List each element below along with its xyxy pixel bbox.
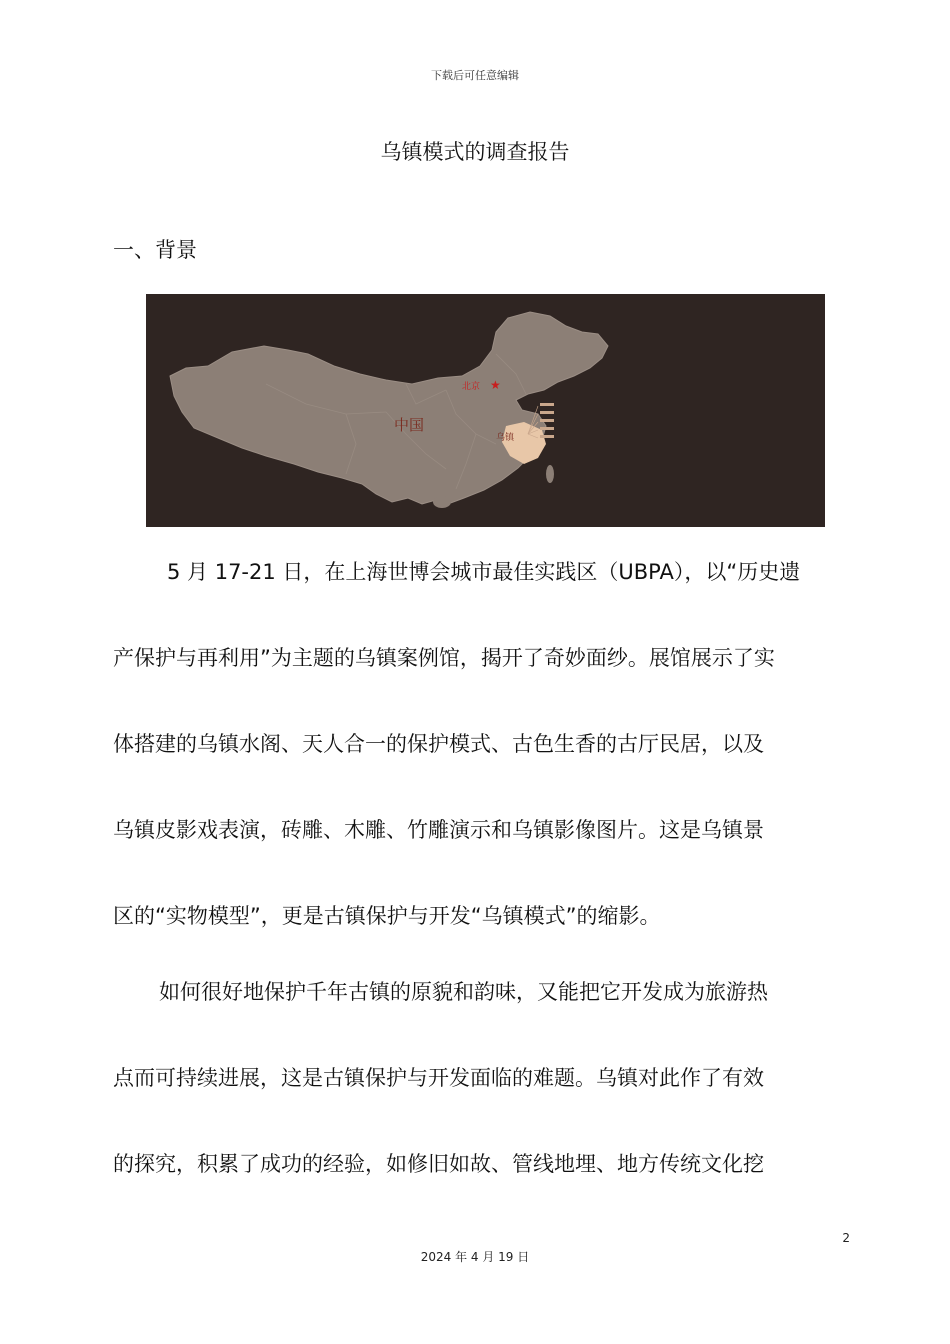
paragraph-line: 乌镇皮影戏表演，砖雕、木雕、竹雕演示和乌镇影像图片。这是乌镇景 <box>113 818 764 842</box>
town-label: 乌镇 <box>496 433 515 443</box>
document-title: 乌镇模式的调查报告 <box>380 140 570 164</box>
header-note: 下载后可任意编辑 <box>431 69 519 82</box>
paragraph-line: 5 月 17-21 日，在上海世博会城市最佳实践区（UBPA），以“历史遗 <box>167 560 801 584</box>
paragraph-line: 体搭建的乌镇水阁、天人合一的保护模式、古色生香的古厅民居，以及 <box>113 732 764 756</box>
taiwan-island <box>546 465 554 483</box>
paragraph-line: 点而可持续进展，这是古镇保护与开发面临的难题。乌镇对此作了有效 <box>113 1066 764 1090</box>
paragraph-line: 区的“实物模型”，更是古镇保护与开发“乌镇模式”的缩影。 <box>113 904 661 928</box>
capital-label: 北京 <box>462 382 481 392</box>
capital-star-icon: ★ <box>490 378 501 392</box>
paragraph-line: 如何很好地保护千年古镇的原貌和韵味，又能把它开发成为旅游热 <box>159 980 768 1004</box>
country-label: 中国 <box>394 416 425 434</box>
page-number: 2 <box>842 1231 850 1245</box>
paragraph-line: 产保护与再利用”为主题的乌镇案例馆，揭开了奇妙面纱。展馆展示了实 <box>113 646 775 670</box>
china-landmass <box>170 312 608 504</box>
paragraph-line: 的探究，积累了成功的经验，如修旧如故、管线地埋、地方传统文化挖 <box>113 1152 764 1176</box>
china-map-svg <box>146 294 825 527</box>
section-heading: 一、背景 <box>113 238 197 262</box>
hainan-island <box>433 496 451 508</box>
paragraph-1 <box>113 529 849 959</box>
paragraph-2 <box>113 949 849 1207</box>
footer-date: 2024 年 4 月 19 日 <box>420 1250 530 1264</box>
china-map-figure <box>146 294 825 527</box>
